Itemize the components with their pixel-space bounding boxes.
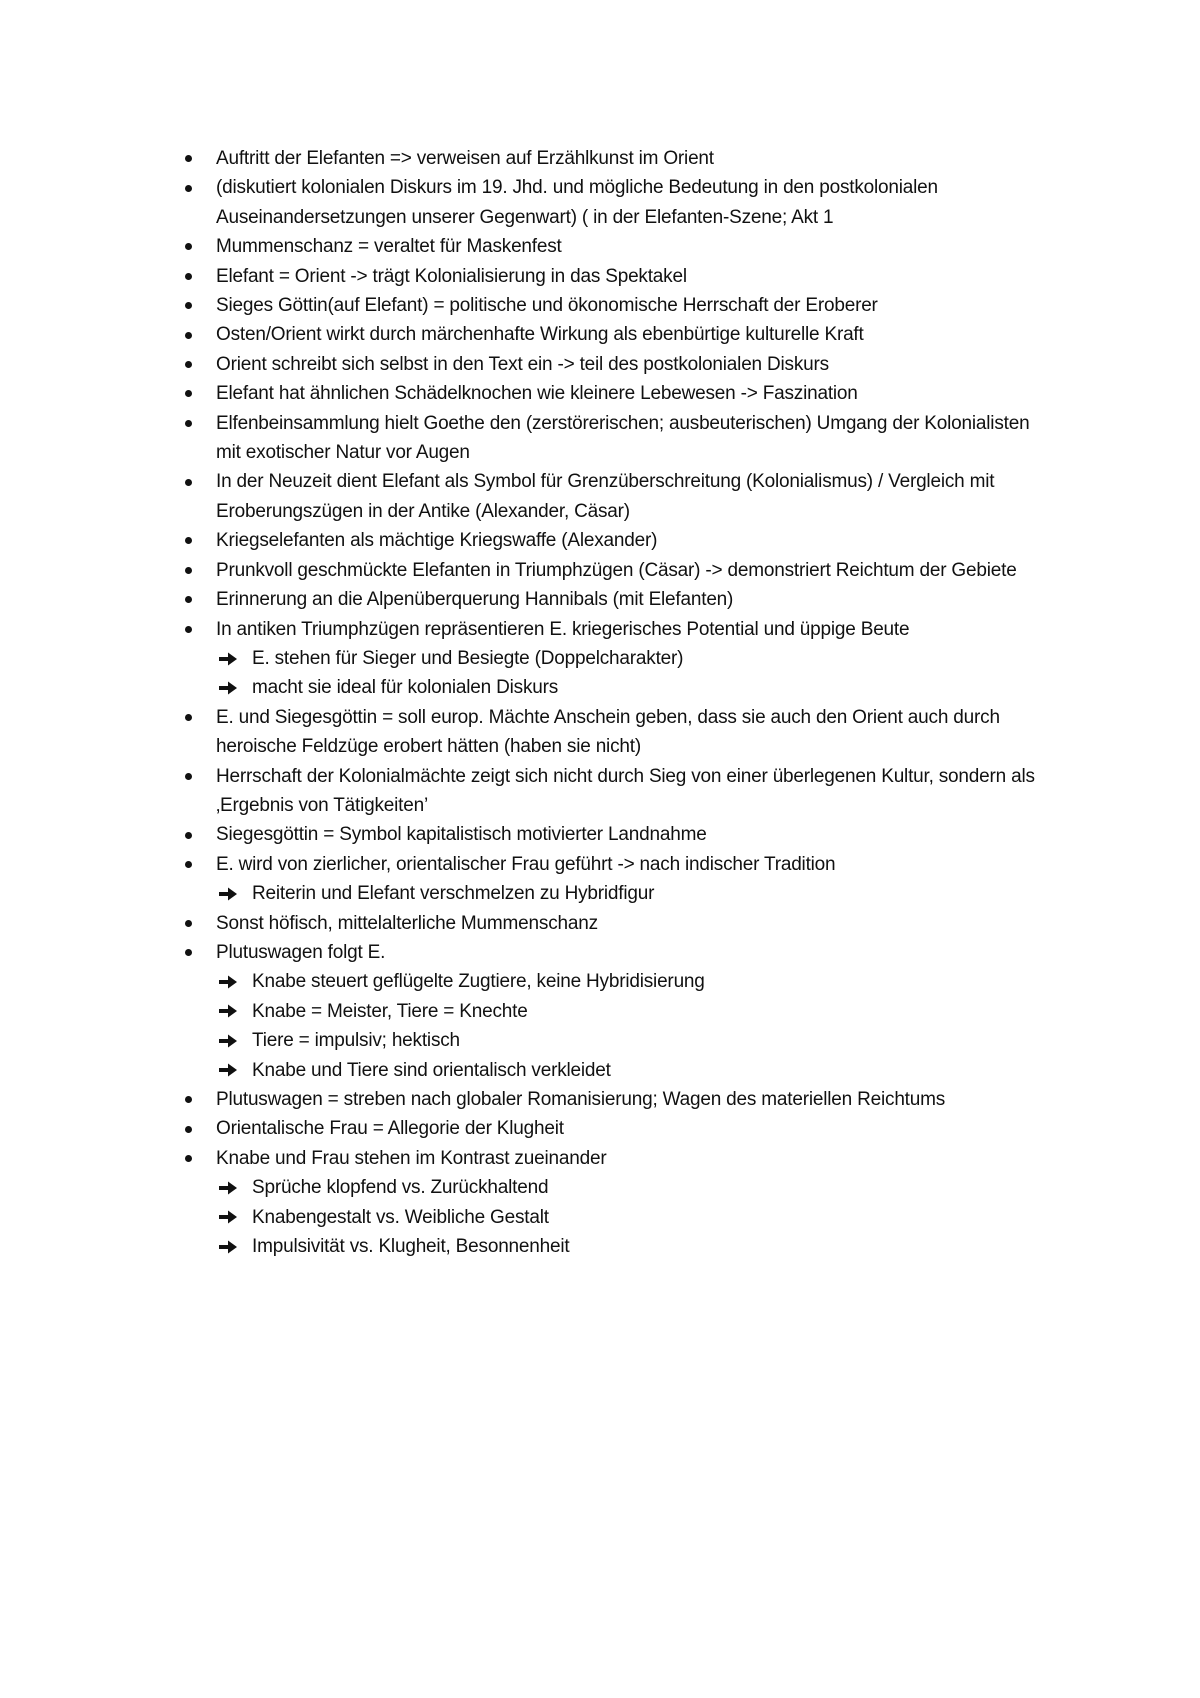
- bullet-dot-icon: [182, 232, 194, 261]
- list-item: [176, 173, 1056, 232]
- list-item-text: Sprüche klopfend vs. Zurückhaltend: [252, 1177, 549, 1199]
- bullet-dot-icon: [182, 1114, 194, 1143]
- bullet-dot-icon: [182, 320, 194, 349]
- bullet-dot-icon: [182, 291, 194, 320]
- list-item-text: Plutuswagen = streben nach globaler Romanisierung; Wagen des materiellen Reichtums: [216, 1089, 946, 1110]
- bullet-dot-icon: [182, 144, 194, 173]
- list-item: [176, 262, 1056, 291]
- list-item: [176, 556, 1056, 585]
- list-item-text: Sonst höfisch, mittelalterliche Mummenschanz: [216, 912, 598, 934]
- list-item-text: macht sie ideal für kolonialen Diskurs: [252, 677, 559, 699]
- bullet-dot-icon: [182, 703, 194, 732]
- arrow-right-icon: [216, 673, 240, 702]
- list-item: [176, 615, 1056, 644]
- bullet-dot-icon: [182, 262, 194, 291]
- list-item-text: Reiterin und Elefant verschmelzen zu Hybridfigur: [252, 883, 655, 905]
- list-item-text: Knabengestalt vs. Weibliche Gestalt: [252, 1206, 549, 1228]
- arrow-right-icon: [216, 1173, 240, 1202]
- list-item-text: Siegesgöttin = Symbol kapitalistisch motivierter Landnahme: [216, 824, 707, 846]
- list-item-text: Erinnerung an die Alpenüberquerung Hannibals (mit Elefanten): [216, 589, 734, 611]
- list-item-text: Tiere = impulsiv; hektisch: [252, 1030, 460, 1052]
- list-item: [176, 820, 1056, 849]
- list-item-text: Knabe und Tiere sind orientalisch verkleidet: [252, 1059, 611, 1081]
- list-item-text: (diskutiert kolonialen Diskurs im 19. Jhd. und mögliche Bedeutung in den postkolonialen Auseinandersetzungen unserer Gegenwart) ( in der Elefanten-Szene; Akt 1: [216, 177, 938, 228]
- arrow-right-icon: [216, 1232, 240, 1261]
- list-item: [176, 1114, 1056, 1143]
- sub-list-item: [176, 967, 1056, 996]
- bullet-dot-icon: [182, 909, 194, 938]
- list-item: [176, 291, 1056, 320]
- list-item-text: Orient schreibt sich selbst in den Text ein -> teil des postkolonialen Diskurs: [216, 353, 829, 375]
- list-item-text: Elefant hat ähnlichen Schädelknochen wie kleinere Lebewesen -> Faszination: [216, 383, 858, 405]
- list-item: [176, 379, 1056, 408]
- list-item-text: Prunkvoll geschmückte Elefanten in Triumphzügen (Cäsar) -> demonstriert Reichtum der Gebiete: [216, 559, 1017, 581]
- list-item-text: E. und Siegesgöttin = soll europ. Mächte Anschein geben, dass sie auch den Orient auch durch heroische Feldzüge erobert hätten (haben sie nicht): [216, 706, 1000, 758]
- bullet-dot-icon: [182, 173, 194, 202]
- bullet-dot-icon: [182, 850, 194, 879]
- list-item-text: Elfenbeinsammlung hielt Goethe den (zerstörerischen; ausbeuterischen) Umgang der Kolonialisten mit exotischer Natur vor Augen: [216, 412, 1030, 464]
- list-item: [176, 350, 1056, 379]
- list-item-text: Sieges Göttin(auf Elefant) = politische und ökonomische Herrschaft der Eroberer: [216, 295, 878, 317]
- notes-list: [176, 144, 1056, 1261]
- list-item-text: Knabe und Frau stehen im Kontrast zueinander: [216, 1147, 607, 1169]
- bullet-dot-icon: [182, 585, 194, 614]
- bullet-dot-icon: [182, 1144, 194, 1173]
- list-item: [176, 909, 1056, 938]
- bullet-dot-icon: [182, 1085, 194, 1114]
- sub-list-item: [176, 1203, 1056, 1232]
- list-item: [176, 1144, 1056, 1173]
- arrow-right-icon: [216, 644, 240, 673]
- bullet-dot-icon: [182, 526, 194, 555]
- sub-list-item: [176, 1173, 1056, 1202]
- bullet-dot-icon: [182, 556, 194, 585]
- list-item: [176, 467, 1056, 526]
- arrow-right-icon: [216, 1203, 240, 1232]
- list-item-text: Herrschaft der Kolonialmächte zeigt sich nicht durch Sieg von einer überlegenen Kultur, sondern als ‚Ergebnis von Tätigkeiten’: [216, 765, 1035, 816]
- bullet-dot-icon: [182, 938, 194, 967]
- list-item: [176, 1085, 1056, 1114]
- list-item-text: Kriegselefanten als mächtige Kriegswaffe (Alexander): [216, 530, 658, 552]
- list-item-text: Orientalische Frau = Allegorie der Klugheit: [216, 1118, 564, 1140]
- list-item-text: In der Neuzeit dient Elefant als Symbol für Grenzüberschreitung (Kolonialismus) / Vergleich mit Eroberungszügen in der Antike (Alexander, Cäsar): [216, 471, 995, 522]
- sub-list-item: [176, 644, 1056, 673]
- sub-list-item: [176, 1232, 1056, 1261]
- arrow-right-icon: [216, 997, 240, 1026]
- arrow-right-icon: [216, 967, 240, 996]
- list-item: [176, 938, 1056, 967]
- list-item-text: Plutuswagen folgt E.: [216, 941, 386, 963]
- bullet-dot-icon: [182, 820, 194, 849]
- arrow-right-icon: [216, 1056, 240, 1085]
- list-item-text: Elefant = Orient -> trägt Kolonialisierung in das Spektakel: [216, 265, 687, 287]
- sub-list-item: [176, 1056, 1056, 1085]
- list-item-text: In antiken Triumphzügen repräsentieren E. kriegerisches Potential und üppige Beute: [216, 618, 910, 640]
- bullet-dot-icon: [182, 615, 194, 644]
- list-item: [176, 850, 1056, 879]
- list-item: [176, 585, 1056, 614]
- sub-list-item: [176, 879, 1056, 908]
- sub-list-item: [176, 673, 1056, 702]
- sub-list-item: [176, 997, 1056, 1026]
- list-item: [176, 762, 1056, 821]
- list-item-text: E. wird von zierlicher, orientalischer Frau geführt -> nach indischer Tradition: [216, 853, 836, 875]
- arrow-right-icon: [216, 879, 240, 908]
- list-item: [176, 526, 1056, 555]
- list-item-text: Knabe steuert geflügelte Zugtiere, keine Hybridisierung: [252, 971, 705, 993]
- bullet-dot-icon: [182, 467, 194, 496]
- arrow-right-icon: [216, 1026, 240, 1055]
- bullet-dot-icon: [182, 409, 194, 438]
- bullet-dot-icon: [182, 350, 194, 379]
- list-item-text: Knabe = Meister, Tiere = Knechte: [252, 1000, 528, 1022]
- list-item-text: Auftritt der Elefanten => verweisen auf Erzählkunst im Orient: [216, 148, 714, 169]
- bullet-dot-icon: [182, 762, 194, 791]
- list-item-text: Mummenschanz = veraltet für Maskenfest: [216, 236, 562, 258]
- list-item: [176, 409, 1056, 468]
- sub-list-item: [176, 1026, 1056, 1055]
- list-item: [176, 232, 1056, 261]
- list-item: [176, 144, 1056, 173]
- list-item-text: E. stehen für Sieger und Besiegte (Doppelcharakter): [252, 647, 684, 669]
- list-item-text: Impulsivität vs. Klugheit, Besonnenheit: [252, 1236, 570, 1258]
- list-item: [176, 320, 1056, 349]
- list-item: [176, 703, 1056, 762]
- bullet-dot-icon: [182, 379, 194, 408]
- list-item-text: Osten/Orient wirkt durch märchenhafte Wirkung als ebenbürtige kulturelle Kraft: [216, 324, 864, 346]
